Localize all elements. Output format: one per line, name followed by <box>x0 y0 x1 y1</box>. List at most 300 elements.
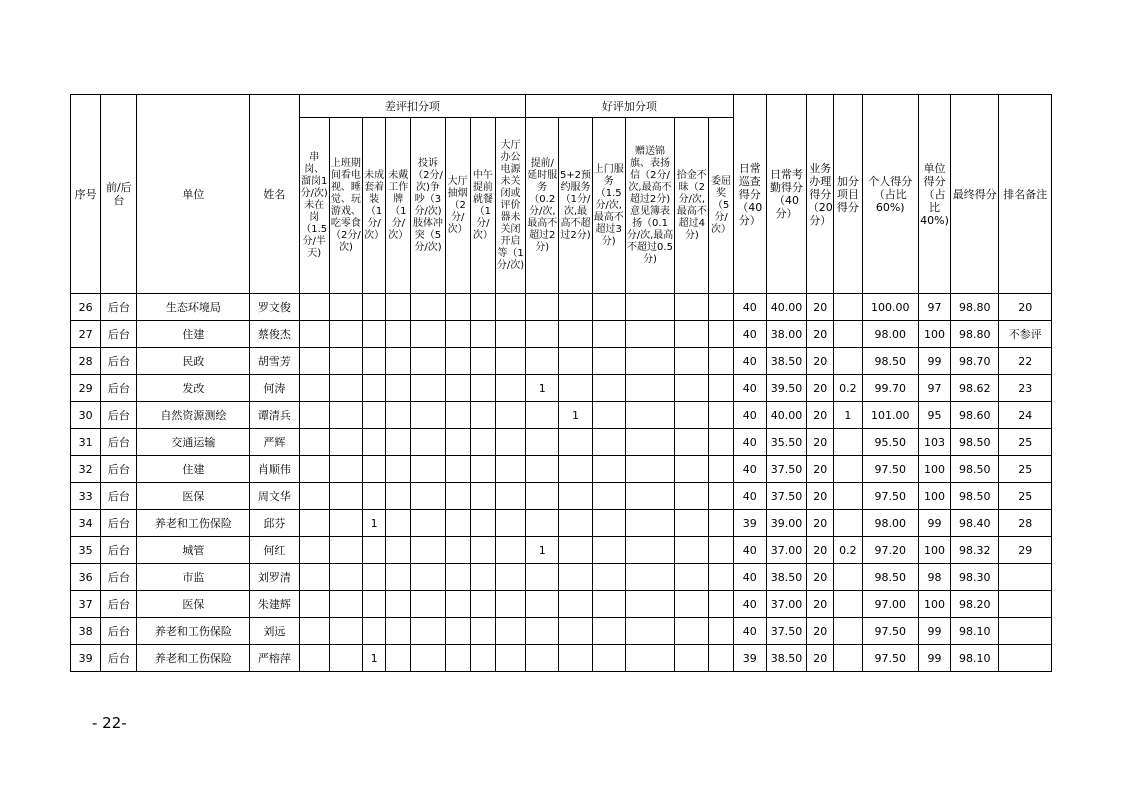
table-row <box>71 591 1052 618</box>
cell-deduct <box>411 618 445 645</box>
header-bonus-item: 委屈奖（5分/次） <box>709 118 733 294</box>
cell-personal: 98.50 <box>862 564 918 591</box>
cell-bonus <box>675 456 709 483</box>
cell-bonus <box>675 618 709 645</box>
cell-deduct <box>445 429 470 456</box>
header-deduct-item: 中午提前就餐（1分/次） <box>470 118 495 294</box>
cell-bonus <box>675 294 709 321</box>
cell-deduct <box>445 375 470 402</box>
cell-daily: 40 <box>733 537 766 564</box>
cell-business: 20 <box>807 294 834 321</box>
cell-daily: 40 <box>733 294 766 321</box>
cell-deduct <box>386 321 411 348</box>
cell-bonus <box>625 510 674 537</box>
cell-deduct <box>495 510 525 537</box>
cell-personal: 98.00 <box>862 321 918 348</box>
cell-attendance: 37.00 <box>766 537 806 564</box>
cell-name: 邱芬 <box>250 510 299 537</box>
cell-deduct <box>411 510 445 537</box>
cell-bonus <box>709 564 733 591</box>
cell-bonus <box>592 564 625 591</box>
cell-unit-score: 97 <box>918 294 950 321</box>
cell-unit: 医保 <box>137 591 250 618</box>
cell-personal: 101.00 <box>862 402 918 429</box>
cell-bonus <box>625 348 674 375</box>
cell-attendance: 38.50 <box>766 564 806 591</box>
table-body <box>71 294 1052 672</box>
cell-bonus <box>592 294 625 321</box>
cell-deduct <box>299 402 329 429</box>
table-row <box>71 348 1052 375</box>
cell-bonus <box>526 429 559 456</box>
cell-personal: 97.50 <box>862 618 918 645</box>
cell-side: 后台 <box>101 402 137 429</box>
cell-attendance: 35.50 <box>766 429 806 456</box>
cell-daily: 40 <box>733 375 766 402</box>
cell-bonus <box>675 321 709 348</box>
cell-bonus <box>592 375 625 402</box>
cell-bonus <box>709 618 733 645</box>
cell-deduct <box>299 483 329 510</box>
cell-attendance: 38.50 <box>766 645 806 672</box>
cell-side: 后台 <box>101 321 137 348</box>
header-deduct-item: 大厅办公电源未关闭或评价器未关闭开启等（1分/次) <box>495 118 525 294</box>
cell-unit-score: 99 <box>918 645 950 672</box>
cell-deduct <box>386 591 411 618</box>
cell-side: 后台 <box>101 348 137 375</box>
header-final: 最终得分 <box>951 95 999 294</box>
cell-deduct <box>299 375 329 402</box>
header-rank: 排名备注 <box>999 95 1052 294</box>
cell-extra <box>834 645 862 672</box>
cell-deduct <box>445 348 470 375</box>
cell-attendance: 39.00 <box>766 510 806 537</box>
header-daily: 日常巡查得分（40分） <box>733 95 766 294</box>
cell-deduct <box>445 402 470 429</box>
cell-bonus <box>526 510 559 537</box>
cell-business: 20 <box>807 348 834 375</box>
cell-deduct <box>329 321 362 348</box>
cell-personal: 97.50 <box>862 456 918 483</box>
cell-deduct <box>386 294 411 321</box>
cell-deduct <box>495 483 525 510</box>
cell-deduct <box>386 564 411 591</box>
cell-deduct <box>470 348 495 375</box>
header-business: 业务办理得分（20分） <box>807 95 834 294</box>
cell-bonus <box>709 321 733 348</box>
cell-deduct <box>470 510 495 537</box>
cell-deduct <box>445 618 470 645</box>
cell-deduct <box>470 618 495 645</box>
cell-unit-score: 99 <box>918 618 950 645</box>
cell-deduct <box>363 321 386 348</box>
cell-deduct <box>495 348 525 375</box>
cell-deduct <box>363 564 386 591</box>
cell-personal: 98.00 <box>862 510 918 537</box>
cell-daily: 40 <box>733 483 766 510</box>
table-row <box>71 510 1052 537</box>
cell-bonus <box>526 402 559 429</box>
cell-deduct <box>470 375 495 402</box>
cell-extra <box>834 456 862 483</box>
header-bonus-item: 上门服务（1.5分/次,最高不超过3分) <box>592 118 625 294</box>
cell-name: 刘罗清 <box>250 564 299 591</box>
cell-final: 98.50 <box>951 429 999 456</box>
cell-deduct <box>445 483 470 510</box>
cell-business: 20 <box>807 402 834 429</box>
cell-name: 严辉 <box>250 429 299 456</box>
table-row <box>71 456 1052 483</box>
cell-deduct <box>411 402 445 429</box>
cell-deduct <box>386 402 411 429</box>
cell-daily: 40 <box>733 564 766 591</box>
cell-final: 98.20 <box>951 591 999 618</box>
header-seq: 序号 <box>71 95 101 294</box>
cell-deduct: 1 <box>363 510 386 537</box>
cell-unit: 养老和工伤保险 <box>137 618 250 645</box>
score-table <box>70 94 1052 672</box>
cell-bonus <box>592 402 625 429</box>
cell-deduct <box>495 537 525 564</box>
cell-bonus <box>709 348 733 375</box>
cell-bonus <box>559 591 592 618</box>
cell-deduct <box>495 645 525 672</box>
cell-deduct <box>411 456 445 483</box>
cell-unit: 养老和工伤保险 <box>137 510 250 537</box>
cell-daily: 40 <box>733 591 766 618</box>
page-number: - 22- <box>92 714 127 732</box>
cell-business: 20 <box>807 537 834 564</box>
cell-deduct <box>329 537 362 564</box>
cell-deduct <box>363 294 386 321</box>
cell-deduct <box>363 402 386 429</box>
cell-bonus <box>559 483 592 510</box>
header-extra: 加分项目得分 <box>834 95 862 294</box>
cell-deduct <box>363 537 386 564</box>
cell-name: 蔡俊杰 <box>250 321 299 348</box>
cell-bonus <box>526 564 559 591</box>
cell-unit: 民政 <box>137 348 250 375</box>
cell-bonus <box>675 348 709 375</box>
header-name: 姓名 <box>250 95 299 294</box>
cell-bonus <box>709 645 733 672</box>
cell-rank: 22 <box>999 348 1052 375</box>
cell-deduct <box>470 321 495 348</box>
cell-bonus <box>675 564 709 591</box>
cell-bonus <box>675 591 709 618</box>
cell-deduct <box>329 456 362 483</box>
cell-bonus <box>559 321 592 348</box>
cell-unit-score: 100 <box>918 483 950 510</box>
cell-daily: 40 <box>733 348 766 375</box>
cell-deduct <box>329 564 362 591</box>
cell-unit-score: 99 <box>918 510 950 537</box>
cell-seq: 35 <box>71 537 101 564</box>
cell-business: 20 <box>807 564 834 591</box>
table-row <box>71 537 1052 564</box>
cell-extra <box>834 321 862 348</box>
cell-name: 胡雪芳 <box>250 348 299 375</box>
cell-unit-score: 95 <box>918 402 950 429</box>
cell-deduct <box>386 537 411 564</box>
cell-rank: 25 <box>999 429 1052 456</box>
cell-deduct <box>411 348 445 375</box>
cell-final: 98.30 <box>951 564 999 591</box>
cell-bonus <box>559 564 592 591</box>
cell-unit: 医保 <box>137 483 250 510</box>
cell-name: 周文华 <box>250 483 299 510</box>
cell-personal: 95.50 <box>862 429 918 456</box>
cell-deduct <box>445 645 470 672</box>
header-deduct-item: 未戴工作牌（1分/次） <box>386 118 411 294</box>
cell-business: 20 <box>807 618 834 645</box>
cell-final: 98.10 <box>951 618 999 645</box>
cell-seq: 26 <box>71 294 101 321</box>
cell-unit: 自然资源测绘 <box>137 402 250 429</box>
cell-extra <box>834 429 862 456</box>
cell-deduct <box>363 618 386 645</box>
cell-final: 98.32 <box>951 537 999 564</box>
cell-deduct <box>495 591 525 618</box>
cell-name: 谭清兵 <box>250 402 299 429</box>
cell-rank: 25 <box>999 456 1052 483</box>
header-bonus-group: 好评加分项 <box>526 95 733 118</box>
cell-seq: 36 <box>71 564 101 591</box>
cell-deduct <box>445 321 470 348</box>
cell-deduct <box>386 483 411 510</box>
cell-extra <box>834 564 862 591</box>
cell-seq: 39 <box>71 645 101 672</box>
cell-attendance: 37.00 <box>766 591 806 618</box>
table-row <box>71 375 1052 402</box>
cell-deduct <box>411 645 445 672</box>
cell-side: 后台 <box>101 537 137 564</box>
cell-name: 何红 <box>250 537 299 564</box>
cell-deduct <box>299 510 329 537</box>
cell-unit: 养老和工伤保险 <box>137 645 250 672</box>
cell-bonus <box>592 591 625 618</box>
cell-bonus <box>625 564 674 591</box>
cell-seq: 29 <box>71 375 101 402</box>
cell-deduct <box>411 429 445 456</box>
cell-final: 98.50 <box>951 456 999 483</box>
cell-deduct <box>470 591 495 618</box>
cell-personal: 97.50 <box>862 483 918 510</box>
cell-attendance: 37.50 <box>766 483 806 510</box>
cell-deduct <box>445 564 470 591</box>
cell-deduct <box>329 375 362 402</box>
cell-deduct <box>386 510 411 537</box>
cell-deduct <box>470 537 495 564</box>
cell-deduct <box>363 483 386 510</box>
cell-daily: 40 <box>733 456 766 483</box>
cell-unit: 住建 <box>137 321 250 348</box>
cell-bonus <box>625 321 674 348</box>
cell-deduct <box>411 591 445 618</box>
cell-deduct <box>495 564 525 591</box>
cell-rank: 24 <box>999 402 1052 429</box>
header-deduct-item: 上班期间看电视、睡觉、玩游戏、吃零食（2分/次) <box>329 118 362 294</box>
cell-business: 20 <box>807 456 834 483</box>
cell-deduct <box>299 618 329 645</box>
cell-seq: 33 <box>71 483 101 510</box>
cell-bonus <box>526 483 559 510</box>
cell-daily: 40 <box>733 618 766 645</box>
cell-deduct <box>495 321 525 348</box>
cell-bonus <box>709 483 733 510</box>
cell-unit-score: 100 <box>918 591 950 618</box>
cell-business: 20 <box>807 483 834 510</box>
cell-rank <box>999 591 1052 618</box>
cell-name: 肖顺伟 <box>250 456 299 483</box>
cell-bonus <box>559 537 592 564</box>
cell-deduct <box>445 537 470 564</box>
cell-extra: 1 <box>834 402 862 429</box>
cell-deduct <box>386 375 411 402</box>
header-personal: 个人得分（占比60%) <box>862 95 918 294</box>
cell-bonus <box>559 429 592 456</box>
cell-deduct <box>445 294 470 321</box>
cell-unit-score: 97 <box>918 375 950 402</box>
cell-deduct <box>386 429 411 456</box>
cell-extra <box>834 483 862 510</box>
cell-bonus <box>709 294 733 321</box>
cell-deduct <box>470 429 495 456</box>
cell-rank: 不参评 <box>999 321 1052 348</box>
cell-daily: 40 <box>733 402 766 429</box>
cell-bonus: 1 <box>526 375 559 402</box>
cell-bonus <box>709 375 733 402</box>
cell-seq: 31 <box>71 429 101 456</box>
cell-unit: 生态环境局 <box>137 294 250 321</box>
cell-bonus <box>526 618 559 645</box>
header-bonus-item: 5+2预约服务（1分/次,最高不超过2分) <box>559 118 592 294</box>
table-row <box>71 429 1052 456</box>
cell-bonus <box>625 618 674 645</box>
cell-bonus <box>592 348 625 375</box>
cell-bonus <box>559 375 592 402</box>
cell-deduct <box>329 618 362 645</box>
cell-bonus <box>675 429 709 456</box>
cell-deduct <box>299 564 329 591</box>
cell-business: 20 <box>807 645 834 672</box>
cell-bonus <box>526 456 559 483</box>
cell-bonus <box>526 645 559 672</box>
cell-extra: 0.2 <box>834 537 862 564</box>
cell-deduct <box>470 456 495 483</box>
cell-business: 20 <box>807 429 834 456</box>
cell-seq: 37 <box>71 591 101 618</box>
cell-deduct <box>299 456 329 483</box>
cell-unit: 城管 <box>137 537 250 564</box>
cell-bonus <box>592 456 625 483</box>
cell-deduct <box>495 294 525 321</box>
cell-deduct <box>329 645 362 672</box>
cell-deduct <box>470 564 495 591</box>
cell-final: 98.60 <box>951 402 999 429</box>
cell-bonus <box>559 510 592 537</box>
cell-bonus <box>709 429 733 456</box>
header-deduct-item: 未成套着装（1分/次） <box>363 118 386 294</box>
cell-deduct <box>299 645 329 672</box>
cell-bonus <box>592 429 625 456</box>
cell-side: 后台 <box>101 645 137 672</box>
cell-deduct <box>411 321 445 348</box>
cell-bonus <box>675 402 709 429</box>
header-side: 前/后台 <box>101 95 137 294</box>
cell-deduct <box>386 645 411 672</box>
cell-bonus <box>559 294 592 321</box>
cell-bonus <box>709 456 733 483</box>
cell-bonus <box>675 510 709 537</box>
cell-deduct <box>299 591 329 618</box>
cell-deduct <box>470 294 495 321</box>
table-row <box>71 618 1052 645</box>
cell-bonus <box>675 375 709 402</box>
cell-bonus <box>625 483 674 510</box>
cell-deduct <box>495 375 525 402</box>
cell-deduct <box>329 294 362 321</box>
cell-business: 20 <box>807 321 834 348</box>
cell-bonus <box>559 348 592 375</box>
header-unit-score: 单位得分（占比40%) <box>918 95 950 294</box>
cell-personal: 97.20 <box>862 537 918 564</box>
cell-bonus <box>526 321 559 348</box>
cell-bonus <box>592 645 625 672</box>
cell-daily: 39 <box>733 645 766 672</box>
cell-name: 罗文俊 <box>250 294 299 321</box>
header-unit: 单位 <box>137 95 250 294</box>
cell-attendance: 38.00 <box>766 321 806 348</box>
cell-bonus <box>675 645 709 672</box>
cell-deduct <box>329 591 362 618</box>
cell-attendance: 40.00 <box>766 402 806 429</box>
cell-bonus <box>526 294 559 321</box>
cell-seq: 34 <box>71 510 101 537</box>
table-row <box>71 483 1052 510</box>
cell-daily: 40 <box>733 321 766 348</box>
cell-deduct <box>495 618 525 645</box>
cell-bonus <box>709 510 733 537</box>
cell-deduct <box>495 456 525 483</box>
cell-deduct <box>470 483 495 510</box>
cell-bonus <box>625 456 674 483</box>
header-bonus-item: 拾金不昧（2分/次,最高不超过4分) <box>675 118 709 294</box>
cell-attendance: 40.00 <box>766 294 806 321</box>
cell-bonus <box>675 537 709 564</box>
cell-bonus: 1 <box>559 402 592 429</box>
cell-deduct <box>470 645 495 672</box>
cell-unit-score: 103 <box>918 429 950 456</box>
cell-personal: 98.50 <box>862 348 918 375</box>
cell-seq: 28 <box>71 348 101 375</box>
cell-bonus <box>675 483 709 510</box>
table-row <box>71 402 1052 429</box>
cell-deduct <box>411 564 445 591</box>
cell-deduct <box>411 294 445 321</box>
table-row <box>71 321 1052 348</box>
cell-bonus <box>559 645 592 672</box>
cell-side: 后台 <box>101 456 137 483</box>
cell-rank: 25 <box>999 483 1052 510</box>
cell-final: 98.40 <box>951 510 999 537</box>
cell-side: 后台 <box>101 294 137 321</box>
cell-deduct <box>470 402 495 429</box>
cell-side: 后台 <box>101 591 137 618</box>
cell-final: 98.10 <box>951 645 999 672</box>
cell-rank: 23 <box>999 375 1052 402</box>
cell-bonus <box>559 456 592 483</box>
